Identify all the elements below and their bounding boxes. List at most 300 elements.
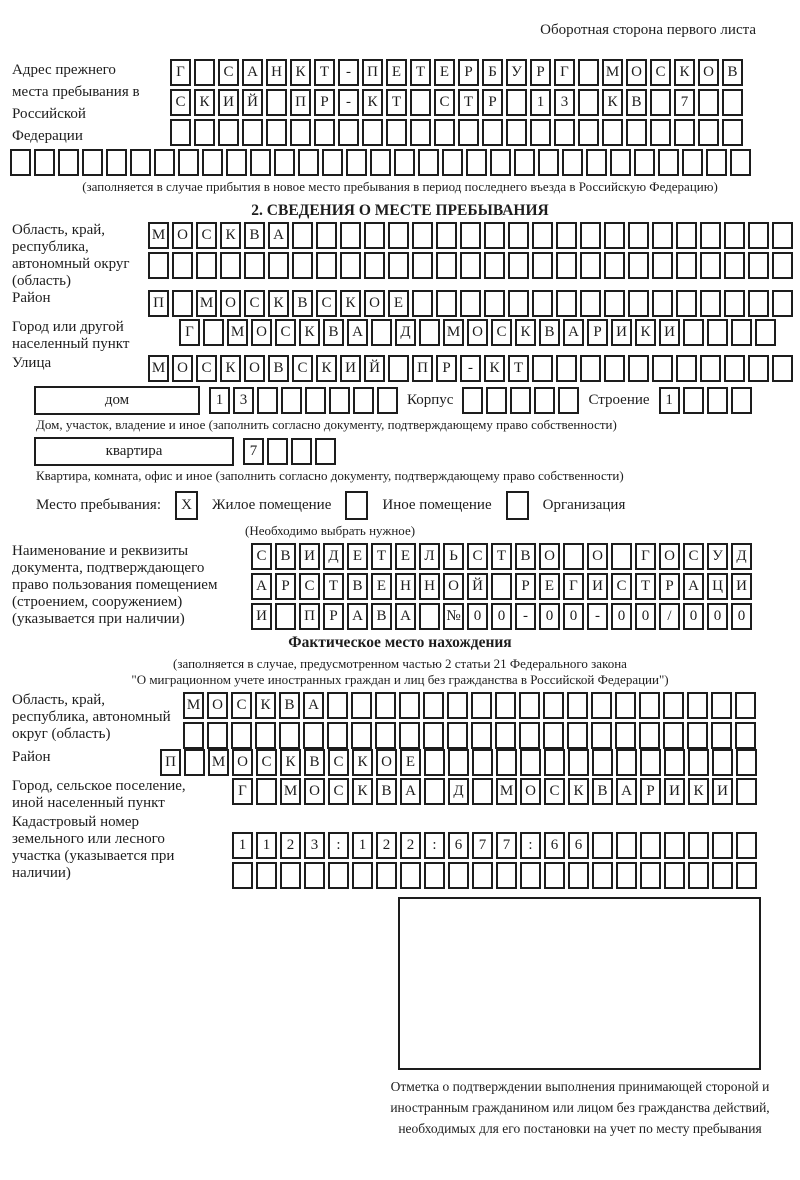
char-box[interactable] (580, 355, 601, 382)
char-box[interactable]: К (352, 749, 373, 776)
char-box[interactable] (532, 222, 553, 249)
char-box[interactable] (291, 438, 312, 465)
char-box[interactable] (567, 692, 588, 719)
char-box[interactable] (298, 149, 319, 176)
char-box[interactable] (652, 355, 673, 382)
char-box[interactable] (652, 252, 673, 279)
char-box[interactable] (652, 222, 673, 249)
char-box[interactable] (418, 149, 439, 176)
char-box[interactable]: Р (515, 573, 536, 600)
char-box[interactable]: - (338, 59, 359, 86)
char-box[interactable]: 0 (539, 603, 560, 630)
char-box[interactable]: О (232, 749, 253, 776)
char-box[interactable] (664, 862, 685, 889)
char-box[interactable]: У (707, 543, 728, 570)
char-box[interactable] (748, 252, 769, 279)
char-box[interactable] (562, 149, 583, 176)
char-box[interactable] (472, 862, 493, 889)
char-box[interactable] (664, 832, 685, 859)
char-box[interactable] (772, 252, 793, 279)
char-box[interactable] (371, 319, 392, 346)
char-box[interactable] (772, 290, 793, 317)
char-box[interactable]: 0 (491, 603, 512, 630)
char-box[interactable] (652, 290, 673, 317)
char-box[interactable]: С (251, 543, 272, 570)
char-box[interactable]: Й (242, 89, 263, 116)
char-box[interactable]: 0 (683, 603, 704, 630)
char-box[interactable]: Р (458, 59, 479, 86)
char-box[interactable] (448, 749, 469, 776)
char-box[interactable] (423, 692, 444, 719)
char-box[interactable] (640, 832, 661, 859)
char-box[interactable]: А (400, 778, 421, 805)
char-box[interactable] (352, 862, 373, 889)
char-box[interactable]: М (148, 222, 169, 249)
char-box[interactable]: С (256, 749, 277, 776)
char-box[interactable] (220, 252, 241, 279)
char-box[interactable] (266, 89, 287, 116)
char-box[interactable] (591, 692, 612, 719)
char-box[interactable]: О (244, 355, 265, 382)
char-box[interactable]: О (376, 749, 397, 776)
char-box[interactable] (462, 387, 483, 414)
inoe-checkbox[interactable] (345, 491, 368, 520)
char-box[interactable] (683, 319, 704, 346)
char-box[interactable] (519, 692, 540, 719)
char-box[interactable] (628, 222, 649, 249)
char-box[interactable] (375, 692, 396, 719)
char-box[interactable] (400, 862, 421, 889)
char-box[interactable]: 0 (611, 603, 632, 630)
char-box[interactable] (711, 722, 732, 749)
char-box[interactable]: 0 (467, 603, 488, 630)
char-box[interactable] (687, 692, 708, 719)
char-box[interactable] (724, 355, 745, 382)
char-box[interactable]: С (316, 290, 337, 317)
char-box[interactable] (707, 319, 728, 346)
char-box[interactable]: Н (395, 573, 416, 600)
char-box[interactable] (484, 222, 505, 249)
char-box[interactable]: 0 (731, 603, 752, 630)
char-box[interactable] (281, 387, 302, 414)
char-box[interactable]: Ь (443, 543, 464, 570)
char-box[interactable]: Р (640, 778, 661, 805)
char-box[interactable]: О (172, 355, 193, 382)
char-box[interactable]: И (659, 319, 680, 346)
char-box[interactable] (471, 692, 492, 719)
zhiloe-checkbox[interactable] (175, 491, 198, 520)
char-box[interactable] (351, 722, 372, 749)
char-box[interactable]: К (362, 89, 383, 116)
char-box[interactable] (563, 543, 584, 570)
char-box[interactable]: С (611, 573, 632, 600)
char-box[interactable]: П (160, 749, 181, 776)
char-box[interactable] (423, 722, 444, 749)
char-box[interactable]: 0 (635, 603, 656, 630)
char-box[interactable] (698, 119, 719, 146)
char-box[interactable]: К (602, 89, 623, 116)
char-box[interactable]: П (290, 89, 311, 116)
char-box[interactable] (538, 149, 559, 176)
char-box[interactable] (226, 149, 247, 176)
char-box[interactable]: И (299, 543, 320, 570)
char-box[interactable] (242, 119, 263, 146)
char-box[interactable]: С (299, 573, 320, 600)
char-box[interactable]: - (515, 603, 536, 630)
char-box[interactable] (10, 149, 31, 176)
char-box[interactable]: С (683, 543, 704, 570)
char-box[interactable] (218, 119, 239, 146)
char-box[interactable]: С (170, 89, 191, 116)
char-box[interactable] (154, 149, 175, 176)
char-box[interactable]: С (196, 222, 217, 249)
char-box[interactable]: В (376, 778, 397, 805)
char-box[interactable] (486, 387, 507, 414)
char-box[interactable] (682, 149, 703, 176)
char-box[interactable]: - (460, 355, 481, 382)
char-box[interactable] (554, 119, 575, 146)
char-box[interactable] (602, 119, 623, 146)
organizatsiya-checkbox[interactable] (506, 491, 529, 520)
char-box[interactable] (520, 862, 541, 889)
char-box[interactable] (495, 722, 516, 749)
char-box[interactable]: И (664, 778, 685, 805)
char-box[interactable] (736, 778, 757, 805)
char-box[interactable]: Т (386, 89, 407, 116)
char-box[interactable]: А (242, 59, 263, 86)
char-box[interactable] (255, 722, 276, 749)
char-box[interactable] (676, 290, 697, 317)
char-box[interactable] (580, 252, 601, 279)
char-box[interactable]: С (328, 778, 349, 805)
char-box[interactable]: Т (323, 573, 344, 600)
char-box[interactable] (700, 355, 721, 382)
char-box[interactable] (472, 778, 493, 805)
char-box[interactable]: О (626, 59, 647, 86)
char-box[interactable] (170, 119, 191, 146)
char-box[interactable]: В (268, 355, 289, 382)
char-box[interactable]: Г (170, 59, 191, 86)
char-box[interactable]: И (340, 355, 361, 382)
char-box[interactable] (664, 749, 685, 776)
char-box[interactable] (292, 222, 313, 249)
char-box[interactable]: 3 (233, 387, 254, 414)
char-box[interactable]: Е (400, 749, 421, 776)
char-box[interactable]: - (587, 603, 608, 630)
char-box[interactable]: 1 (352, 832, 373, 859)
char-box[interactable] (707, 387, 728, 414)
char-box[interactable] (508, 290, 529, 317)
char-box[interactable]: К (255, 692, 276, 719)
char-box[interactable] (447, 722, 468, 749)
char-box[interactable] (410, 119, 431, 146)
char-box[interactable]: К (515, 319, 536, 346)
char-box[interactable]: К (220, 222, 241, 249)
char-box[interactable]: М (496, 778, 517, 805)
char-box[interactable] (698, 89, 719, 116)
char-box[interactable]: Д (731, 543, 752, 570)
char-box[interactable]: С (231, 692, 252, 719)
char-box[interactable]: Г (635, 543, 656, 570)
char-box[interactable]: К (280, 749, 301, 776)
char-box[interactable] (466, 149, 487, 176)
char-box[interactable] (650, 89, 671, 116)
char-box[interactable] (351, 692, 372, 719)
char-box[interactable] (514, 149, 535, 176)
char-box[interactable]: / (659, 603, 680, 630)
char-box[interactable] (616, 862, 637, 889)
char-box[interactable]: В (539, 319, 560, 346)
char-box[interactable] (731, 387, 752, 414)
char-box[interactable]: К (484, 355, 505, 382)
char-box[interactable]: 6 (448, 832, 469, 859)
char-box[interactable] (496, 749, 517, 776)
char-box[interactable] (663, 692, 684, 719)
char-box[interactable]: С (650, 59, 671, 86)
char-box[interactable] (586, 149, 607, 176)
char-box[interactable] (329, 387, 350, 414)
char-box[interactable] (434, 119, 455, 146)
char-box[interactable] (755, 319, 776, 346)
char-box[interactable] (447, 692, 468, 719)
char-box[interactable]: К (674, 59, 695, 86)
char-box[interactable] (496, 862, 517, 889)
char-box[interactable] (735, 692, 756, 719)
char-box[interactable] (508, 252, 529, 279)
char-box[interactable] (568, 749, 589, 776)
char-box[interactable] (724, 290, 745, 317)
char-box[interactable] (722, 119, 743, 146)
char-box[interactable] (292, 252, 313, 279)
char-box[interactable] (353, 387, 374, 414)
char-box[interactable]: : (520, 832, 541, 859)
char-box[interactable]: О (443, 573, 464, 600)
char-box[interactable]: Н (266, 59, 287, 86)
char-box[interactable] (436, 252, 457, 279)
char-box[interactable]: В (722, 59, 743, 86)
char-box[interactable] (436, 290, 457, 317)
char-box[interactable] (183, 722, 204, 749)
char-box[interactable] (658, 149, 679, 176)
char-box[interactable]: А (616, 778, 637, 805)
char-box[interactable] (748, 290, 769, 317)
char-box[interactable] (687, 722, 708, 749)
char-box[interactable] (370, 149, 391, 176)
char-box[interactable] (736, 832, 757, 859)
char-box[interactable] (578, 59, 599, 86)
char-box[interactable] (510, 387, 531, 414)
char-box[interactable]: В (592, 778, 613, 805)
char-box[interactable] (316, 252, 337, 279)
char-box[interactable]: К (688, 778, 709, 805)
char-box[interactable]: С (544, 778, 565, 805)
char-box[interactable] (484, 290, 505, 317)
char-box[interactable] (604, 222, 625, 249)
char-box[interactable]: 1 (256, 832, 277, 859)
char-box[interactable] (274, 149, 295, 176)
char-box[interactable] (460, 290, 481, 317)
char-box[interactable]: 6 (544, 832, 565, 859)
char-box[interactable] (388, 355, 409, 382)
char-box[interactable] (130, 149, 151, 176)
char-box[interactable] (394, 149, 415, 176)
char-box[interactable]: К (352, 778, 373, 805)
char-box[interactable]: В (347, 573, 368, 600)
char-box[interactable]: И (731, 573, 752, 600)
char-box[interactable] (315, 438, 336, 465)
char-box[interactable]: С (244, 290, 265, 317)
char-box[interactable]: Е (388, 290, 409, 317)
char-box[interactable] (730, 149, 751, 176)
char-box[interactable] (412, 290, 433, 317)
char-box[interactable] (615, 692, 636, 719)
checkbox[interactable] (506, 491, 529, 520)
char-box[interactable] (244, 252, 265, 279)
char-box[interactable]: 2 (400, 832, 421, 859)
char-box[interactable]: Л (419, 543, 440, 570)
char-box[interactable] (628, 252, 649, 279)
char-box[interactable] (519, 722, 540, 749)
char-box[interactable] (520, 749, 541, 776)
char-box[interactable] (567, 722, 588, 749)
char-box[interactable] (700, 222, 721, 249)
char-box[interactable] (626, 119, 647, 146)
char-box[interactable]: Е (539, 573, 560, 600)
char-box[interactable] (616, 832, 637, 859)
char-box[interactable]: К (268, 290, 289, 317)
char-box[interactable]: Р (323, 603, 344, 630)
char-box[interactable] (543, 722, 564, 749)
char-box[interactable] (615, 722, 636, 749)
char-box[interactable]: Т (371, 543, 392, 570)
char-box[interactable]: - (338, 89, 359, 116)
char-box[interactable]: И (251, 603, 272, 630)
char-box[interactable]: А (563, 319, 584, 346)
char-box[interactable] (580, 222, 601, 249)
char-box[interactable] (410, 89, 431, 116)
char-box[interactable] (346, 149, 367, 176)
char-box[interactable] (314, 119, 335, 146)
char-box[interactable]: А (303, 692, 324, 719)
char-box[interactable] (207, 722, 228, 749)
char-box[interactable] (722, 89, 743, 116)
char-box[interactable]: 1 (209, 387, 230, 414)
char-box[interactable] (663, 722, 684, 749)
char-box[interactable] (748, 355, 769, 382)
char-box[interactable] (338, 119, 359, 146)
char-box[interactable] (364, 252, 385, 279)
char-box[interactable] (490, 149, 511, 176)
char-box[interactable] (172, 252, 193, 279)
char-box[interactable]: 7 (674, 89, 695, 116)
char-box[interactable] (279, 722, 300, 749)
char-box[interactable] (628, 290, 649, 317)
char-box[interactable] (748, 222, 769, 249)
char-box[interactable] (544, 749, 565, 776)
char-box[interactable]: К (299, 319, 320, 346)
char-box[interactable]: А (347, 319, 368, 346)
char-box[interactable]: 1 (530, 89, 551, 116)
char-box[interactable] (556, 252, 577, 279)
char-box[interactable] (280, 862, 301, 889)
char-box[interactable]: А (347, 603, 368, 630)
char-box[interactable] (362, 119, 383, 146)
char-box[interactable]: Г (563, 573, 584, 600)
char-box[interactable] (532, 355, 553, 382)
char-box[interactable] (580, 290, 601, 317)
char-box[interactable]: Г (179, 319, 200, 346)
char-box[interactable] (736, 749, 757, 776)
char-box[interactable]: О (539, 543, 560, 570)
char-box[interactable]: О (220, 290, 241, 317)
char-box[interactable] (634, 149, 655, 176)
char-box[interactable] (683, 387, 704, 414)
char-box[interactable] (364, 222, 385, 249)
char-box[interactable] (676, 252, 697, 279)
char-box[interactable]: М (208, 749, 229, 776)
char-box[interactable] (399, 722, 420, 749)
char-box[interactable] (610, 149, 631, 176)
char-box[interactable] (530, 119, 551, 146)
char-box[interactable]: Д (395, 319, 416, 346)
char-box[interactable]: В (279, 692, 300, 719)
char-box[interactable]: С (218, 59, 239, 86)
char-box[interactable] (424, 749, 445, 776)
char-box[interactable] (532, 252, 553, 279)
char-box[interactable] (604, 290, 625, 317)
char-box[interactable] (340, 252, 361, 279)
char-box[interactable] (688, 862, 709, 889)
char-box[interactable]: С (292, 355, 313, 382)
char-box[interactable] (688, 749, 709, 776)
char-box[interactable] (592, 862, 613, 889)
char-box[interactable] (178, 149, 199, 176)
char-box[interactable]: Г (554, 59, 575, 86)
char-box[interactable] (290, 119, 311, 146)
char-box[interactable] (736, 862, 757, 889)
char-box[interactable]: : (328, 832, 349, 859)
char-box[interactable]: Е (434, 59, 455, 86)
checkbox[interactable] (345, 491, 368, 520)
char-box[interactable]: В (626, 89, 647, 116)
char-box[interactable] (640, 749, 661, 776)
char-box[interactable]: К (316, 355, 337, 382)
char-box[interactable] (712, 862, 733, 889)
char-box[interactable]: М (443, 319, 464, 346)
char-box[interactable]: Р (482, 89, 503, 116)
char-box[interactable]: У (506, 59, 527, 86)
char-box[interactable] (731, 319, 752, 346)
char-box[interactable] (448, 862, 469, 889)
char-box[interactable]: О (251, 319, 272, 346)
char-box[interactable]: П (299, 603, 320, 630)
char-box[interactable] (82, 149, 103, 176)
char-box[interactable] (639, 692, 660, 719)
char-box[interactable] (604, 252, 625, 279)
char-box[interactable]: Б (482, 59, 503, 86)
char-box[interactable]: Н (419, 573, 440, 600)
char-box[interactable]: О (207, 692, 228, 719)
char-box[interactable] (172, 290, 193, 317)
char-box[interactable]: Р (659, 573, 680, 600)
char-box[interactable] (578, 89, 599, 116)
char-box[interactable]: М (148, 355, 169, 382)
char-box[interactable]: А (251, 573, 272, 600)
char-box[interactable] (556, 222, 577, 249)
char-box[interactable]: И (218, 89, 239, 116)
char-box[interactable] (412, 252, 433, 279)
char-box[interactable]: Ц (707, 573, 728, 600)
